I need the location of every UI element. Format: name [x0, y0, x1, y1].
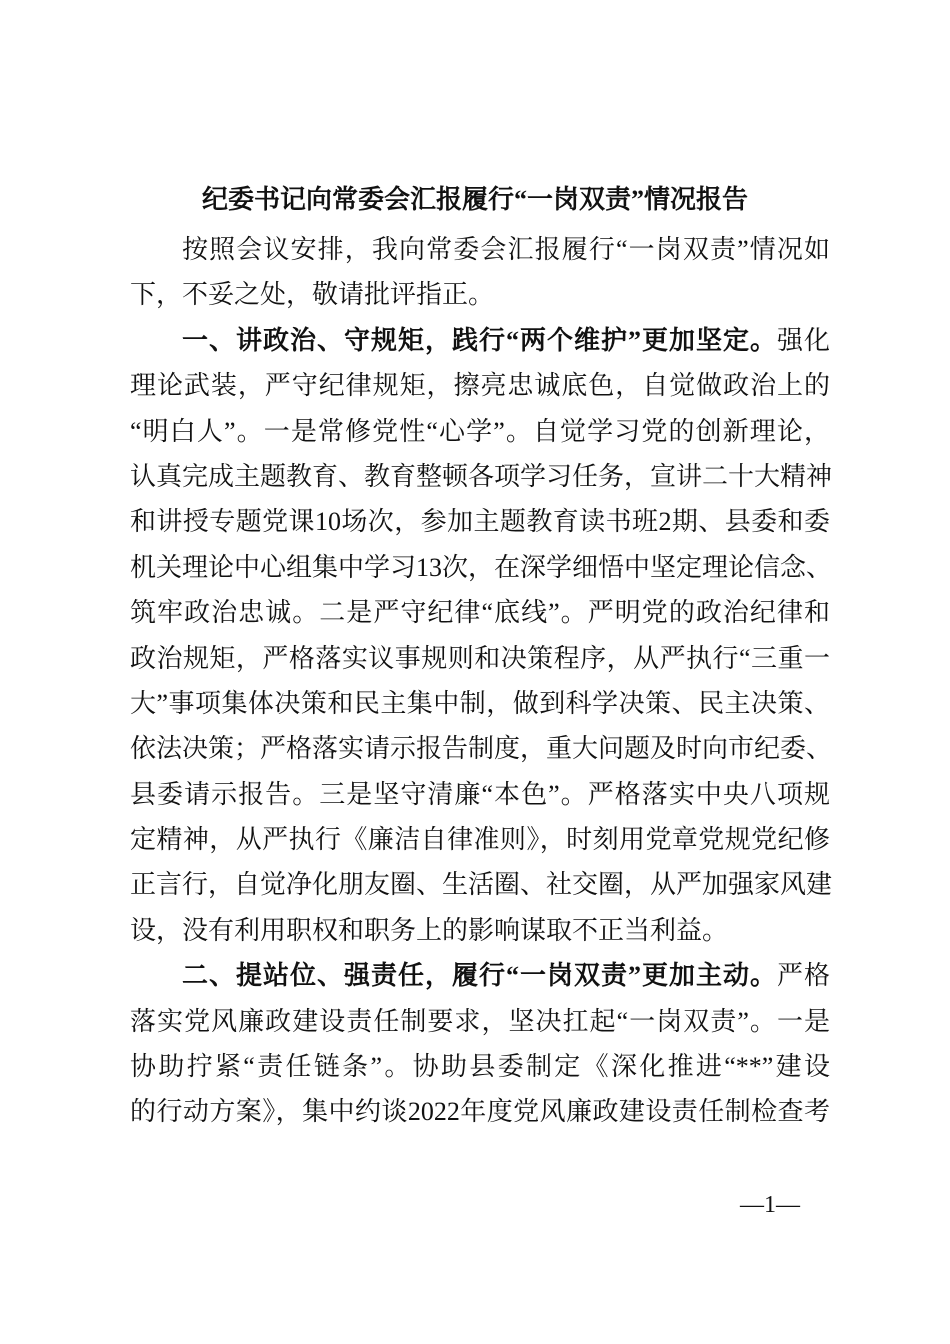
line-text: 依法决策；严格落实请示报告制度，重大问题及时向市纪委、 — [130, 734, 833, 764]
page-number: —1— — [740, 1192, 800, 1218]
line-text: 筑牢政治忠诚。二是严守纪律“底线”。严明党的政治纪律和 — [130, 598, 830, 628]
line-text: 按照会议安排，我向常委会汇报履行“一岗双责”情况如 — [182, 235, 830, 264]
text-line — [130, 1094, 830, 1139]
line-text: 认真完成主题教育、教育整顿各项学习任务，宣讲二十大精神 — [130, 461, 833, 491]
text-line — [130, 504, 830, 549]
text-line — [130, 277, 830, 322]
text-line — [130, 777, 830, 822]
text-line — [130, 958, 830, 1003]
text-line — [130, 414, 830, 459]
text-line — [130, 232, 830, 277]
text-line — [130, 822, 830, 867]
text-line — [130, 867, 833, 912]
line-text: 严格 — [776, 961, 830, 991]
line-text: 设，没有利用职权和职务上的影响谋取不正当利益。 — [130, 915, 729, 945]
text-line — [130, 641, 830, 686]
document-body — [130, 232, 833, 1140]
text-line — [130, 913, 830, 958]
line-text: 和讲授专题党课10场次，参加主题教育读书班2期、县委和委 — [130, 507, 830, 537]
line-text: 县委请示报告。三是坚守清廉“本色”。严格落实中央八项规 — [130, 779, 830, 809]
line-text: 理论武装，严守纪律规矩，擦亮忠诚底色，自觉做政治上的 — [130, 371, 830, 401]
line-text: 下，不妥之处，敬请批评指正。 — [130, 280, 495, 310]
text-line — [130, 731, 833, 776]
section-heading: 二、提站位、强责任，履行“一岗双责”更加主动。 — [182, 961, 777, 991]
line-text: “明白人”。一是常修党性“心学”。自觉学习党的创新理论， — [130, 416, 830, 446]
line-text: 机关理论中心组集中学习13次，在深学细悟中坚定理论信念、 — [130, 552, 833, 582]
line-text: 协助拧紧“责任链条”。协助县委制定《深化推进“**”建设 — [130, 1052, 830, 1082]
line-text: 落实党风廉政建设责任制要求，坚决扛起“一岗双责”。一是 — [130, 1006, 830, 1036]
line-text: 的行动方案》，集中约谈2022年度党风廉政建设责任制检查考 — [130, 1097, 830, 1127]
line-text: 强化 — [776, 325, 830, 355]
section-heading: 一、讲政治、守规矩，践行“两个维护”更加坚定。 — [182, 325, 777, 355]
text-line — [130, 1049, 830, 1094]
line-text: 政治规矩，严格落实议事规则和决策程序，从严执行“三重一 — [130, 643, 830, 673]
text-line — [130, 550, 833, 595]
text-line — [130, 1004, 830, 1049]
line-text: 大”事项集体决策和民主集中制，做到科学决策、民主决策、 — [130, 688, 830, 718]
line-text: 正言行，自觉净化朋友圈、生活圈、社交圈，从严加强家风建 — [130, 870, 833, 900]
document-title: 纪委书记向常委会汇报履行“一岗双责”情况报告 — [201, 185, 748, 214]
line-text: 定精神，从严执行《廉洁自律准则》，时刻用党章党规党纪修 — [130, 825, 830, 855]
text-line — [130, 595, 830, 640]
text-line — [130, 368, 830, 413]
text-line — [130, 459, 833, 504]
text-line — [130, 323, 830, 368]
text-line — [130, 686, 830, 731]
